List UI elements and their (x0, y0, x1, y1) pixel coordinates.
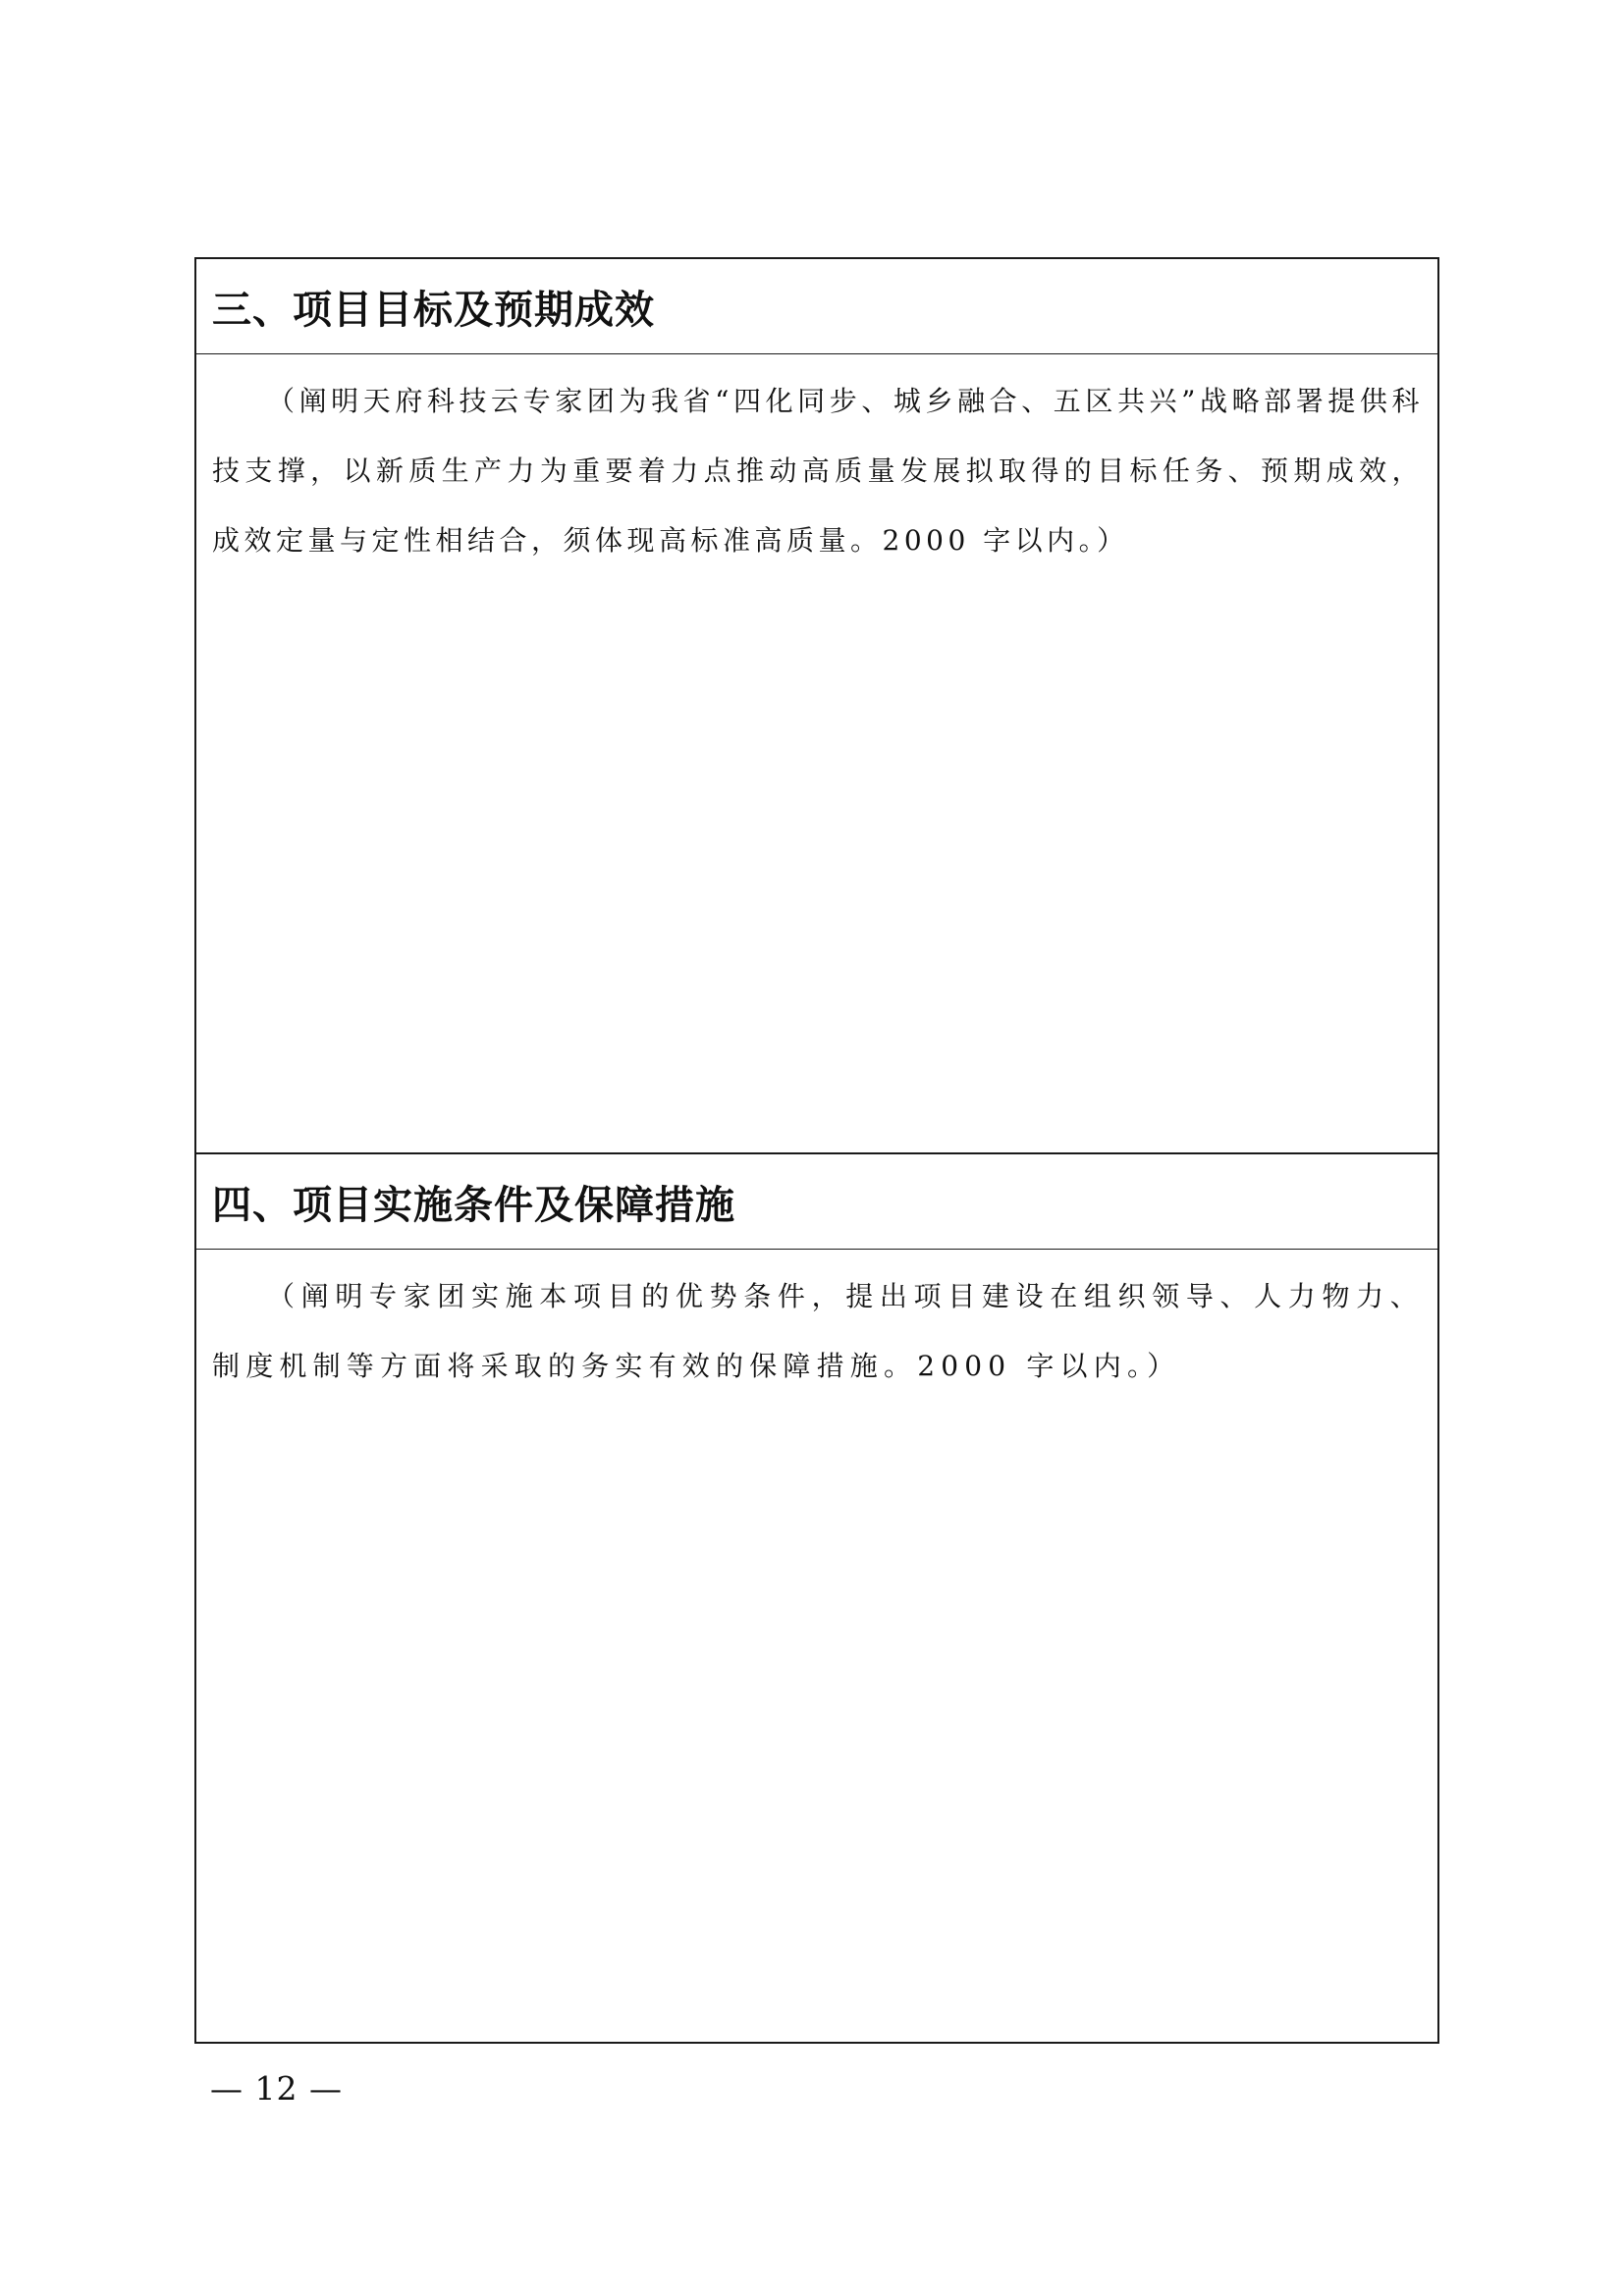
section-header (196, 1154, 1437, 1250)
section-title: 四、项目实施条件及保障措施 (212, 1182, 735, 1228)
section-header (196, 259, 1437, 354)
section-title: 三、项目目标及预期成效 (212, 287, 655, 333)
section-project-goals (196, 259, 1437, 1152)
section-instructions[interactable]: （阐明天府科技云专家团为我省“四化同步、城乡融合、五区共兴”战略部署提供科技支撑，以新质生产力为重要着力点推动高质量发展拟取得的目标任务、预期成效，成效定量与定性相结合，须体现高标准高质量。2000 字以内。） (212, 385, 1424, 557)
section-implementation-conditions (196, 1152, 1437, 2042)
section-instructions[interactable]: （阐明专家团实施本项目的优势条件，提出项目建设在组织领导、人力物力、制度机制等方面将采取的务实有效的保障措施。2000 字以内。） (212, 1280, 1424, 1382)
application-form-table (194, 257, 1439, 2044)
page-number: — 12 — (210, 2069, 343, 2108)
